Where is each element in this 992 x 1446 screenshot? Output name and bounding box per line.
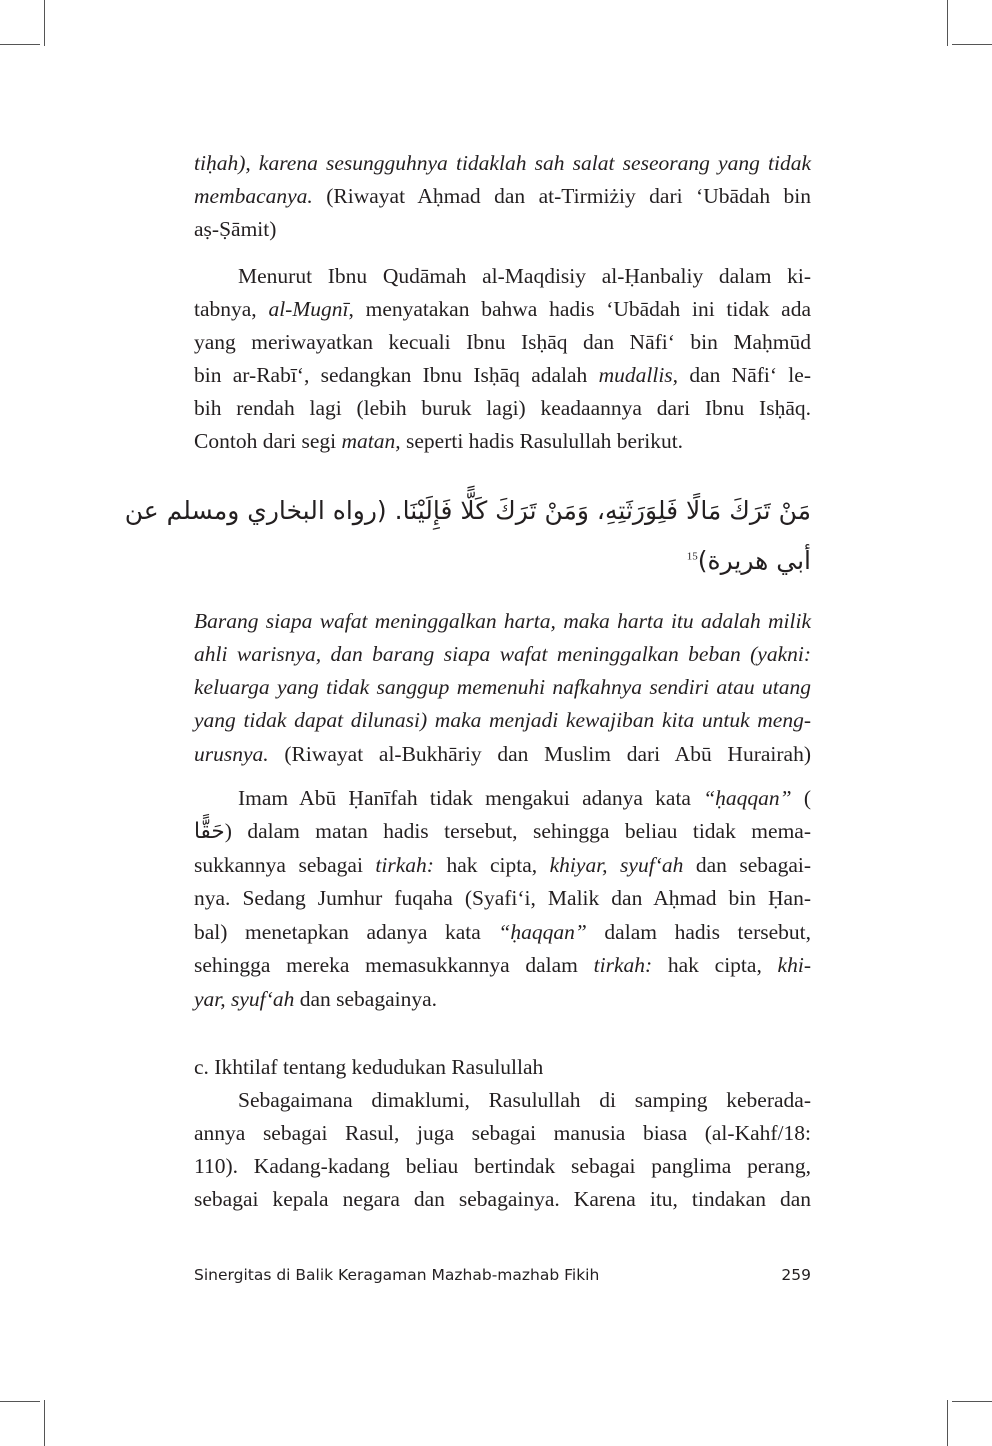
text-segment: sebagai kepala negara dan sebagainya. Karena itu, tindakan dan (194, 1187, 811, 1211)
text-line (194, 704, 811, 737)
text-line (194, 671, 811, 704)
text-segment: sukkannya sebagai (194, 853, 376, 877)
text-segment: (Riwayat al-Bukhāriy dan Muslim dari Abū Hurairah) (268, 742, 811, 766)
text-line (194, 882, 811, 915)
crop-mark (947, 1400, 948, 1446)
footnote-marker: 15 (686, 550, 698, 563)
text-line (238, 782, 811, 815)
text-segment: bih rendah lagi (lebih buruk lagi) keadaannya dari Ibnu Isḥāq. (194, 396, 811, 420)
text-line (194, 1051, 811, 1084)
text-segment: bal) menetapkan adanya kata (194, 920, 499, 944)
arabic-word: حَقًّا (194, 819, 225, 844)
text-line (194, 1183, 811, 1216)
text-segment: ) dalam matan hadis tersebut, sehingga beliau tidak mema- (224, 819, 811, 843)
arabic-hadith (124, 496, 811, 525)
text-line (194, 605, 811, 638)
text-segment: hak cipta, (433, 853, 550, 877)
text-segment: , menyatakan bahwa hadis ‘Ubādah ini tidak ada (348, 297, 811, 321)
italic-text: urusnya. (194, 742, 269, 766)
text-line (194, 949, 811, 982)
text-line (194, 1117, 811, 1150)
text-segment: hak cipta, (652, 953, 778, 977)
italic-text: matan, (341, 429, 401, 453)
italic-text: membacanya. (194, 184, 313, 208)
arabic-line-1: مَنْ تَرَكَ مَالًا فَلِوَرَثَتِهِ، وَمَنْ تَرَكَ كَلًّا فَإِلَيْنَا. (رواه البخاري ومسلم عن (124, 496, 811, 525)
text-line (194, 849, 811, 882)
text-line (194, 738, 811, 771)
text-segment: dan sebagai- (683, 853, 812, 877)
italic-text: Barang siapa wafat meninggalkan harta, maka harta itu adalah milik (194, 609, 811, 633)
italic-text: khi- (777, 953, 811, 977)
text-line (194, 1150, 811, 1183)
text-line (194, 392, 811, 425)
text-segment: aṣ-Ṣāmit) (194, 217, 277, 241)
text-line (194, 147, 811, 180)
text-line (238, 260, 811, 293)
text-line (194, 293, 811, 326)
italic-text: keluarga yang tidak sanggup memenuhi nafkahnya sendiri atau utang (194, 675, 811, 699)
crop-mark (947, 0, 948, 46)
text-segment: annya sebagai Rasul, juga sebagai manusia biasa (al-Kahf/18: (194, 1121, 811, 1145)
text-segment: Menurut Ibnu Qudāmah al-Maqdisiy al-Ḥanbaliy dalam ki- (238, 264, 811, 288)
text-segment: sehingga mereka memasukkannya dalam (194, 953, 594, 977)
crop-mark (44, 0, 45, 46)
text-segment: (Riwayat Aḥmad dan at-Tirmiżiy dari ‘Ubādah bin (312, 184, 811, 208)
italic-text: yang tidak dapat dilunasi) maka menjadi kewajiban kita untuk meng- (194, 708, 811, 732)
text-segment: ( (791, 786, 811, 810)
text-line (194, 213, 811, 246)
crop-mark (44, 1400, 45, 1446)
italic-text: “ḥaqqan” (703, 786, 792, 810)
text-segment: bin ar-Rabī‘, sedangkan Ibnu Isḥāq adalah (194, 363, 599, 387)
text-segment: c. Ikhtilaf tentang kedudukan Rasulullah (194, 1055, 544, 1079)
italic-text: “ḥaqqan” (498, 920, 587, 944)
text-line (194, 180, 811, 213)
italic-text: tirkah: (593, 953, 653, 977)
text-segment: tabnya, (194, 297, 269, 321)
text-line (238, 1084, 811, 1117)
text-segment: 110). Kadang-kadang beliau bertindak sebagai panglima perang, (194, 1154, 811, 1178)
text-segment: dan sebagainya. (294, 987, 438, 1011)
crop-mark (0, 44, 40, 45)
text-segment: Imam Abū Ḥanīfah tidak mengakui adanya kata (238, 786, 704, 810)
arabic-line-2: أبي هريرة) (697, 546, 811, 575)
italic-text: yar, syuf‘ah (194, 987, 295, 1011)
arabic-hadith-line-2 (194, 546, 811, 575)
italic-text: khiyar, syuf‘ah (549, 853, 684, 877)
text-segment: dalam hadis tersebut, (586, 920, 811, 944)
italic-text: tirkah: (375, 853, 434, 877)
crop-mark (952, 1401, 992, 1402)
text-line (194, 326, 811, 359)
text-line (194, 815, 811, 848)
text-line (194, 638, 811, 671)
italic-text: ahli warisnya, dan barang siapa wafat meninggalkan beban (yakni: (194, 642, 811, 666)
text-line (194, 425, 811, 458)
crop-mark (0, 1401, 40, 1402)
text-segment: nya. Sedang Jumhur fuqaha (Syafi‘i, Malik dan Aḥmad bin Ḥan- (194, 886, 811, 910)
text-line (194, 359, 811, 392)
text-segment: dan Nāfi‘ le- (678, 363, 811, 387)
italic-text: al-Mugnī (268, 297, 349, 321)
running-footer-title: Sinergitas di Balik Keragaman Mazhab-mazhab Fikih (194, 1266, 600, 1284)
text-segment: seperti hadis Rasulullah berikut. (400, 429, 684, 453)
text-segment: Sebagaimana dimaklumi, Rasulullah di samping keberada- (238, 1088, 811, 1112)
text-segment: yang meriwayatkan kecuali Ibnu Isḥāq dan Nāfi‘ bin Maḥmūd (194, 330, 811, 354)
text-segment: Contoh dari segi (194, 429, 342, 453)
crop-mark (952, 44, 992, 45)
page-number: 259 (781, 1266, 811, 1284)
italic-text: mudallis, (598, 363, 679, 387)
italic-text: tiḥah), karena sesungguhnya tidaklah sah salat seseorang yang tidak (194, 151, 811, 175)
text-line (194, 916, 811, 949)
text-line (194, 983, 811, 1016)
